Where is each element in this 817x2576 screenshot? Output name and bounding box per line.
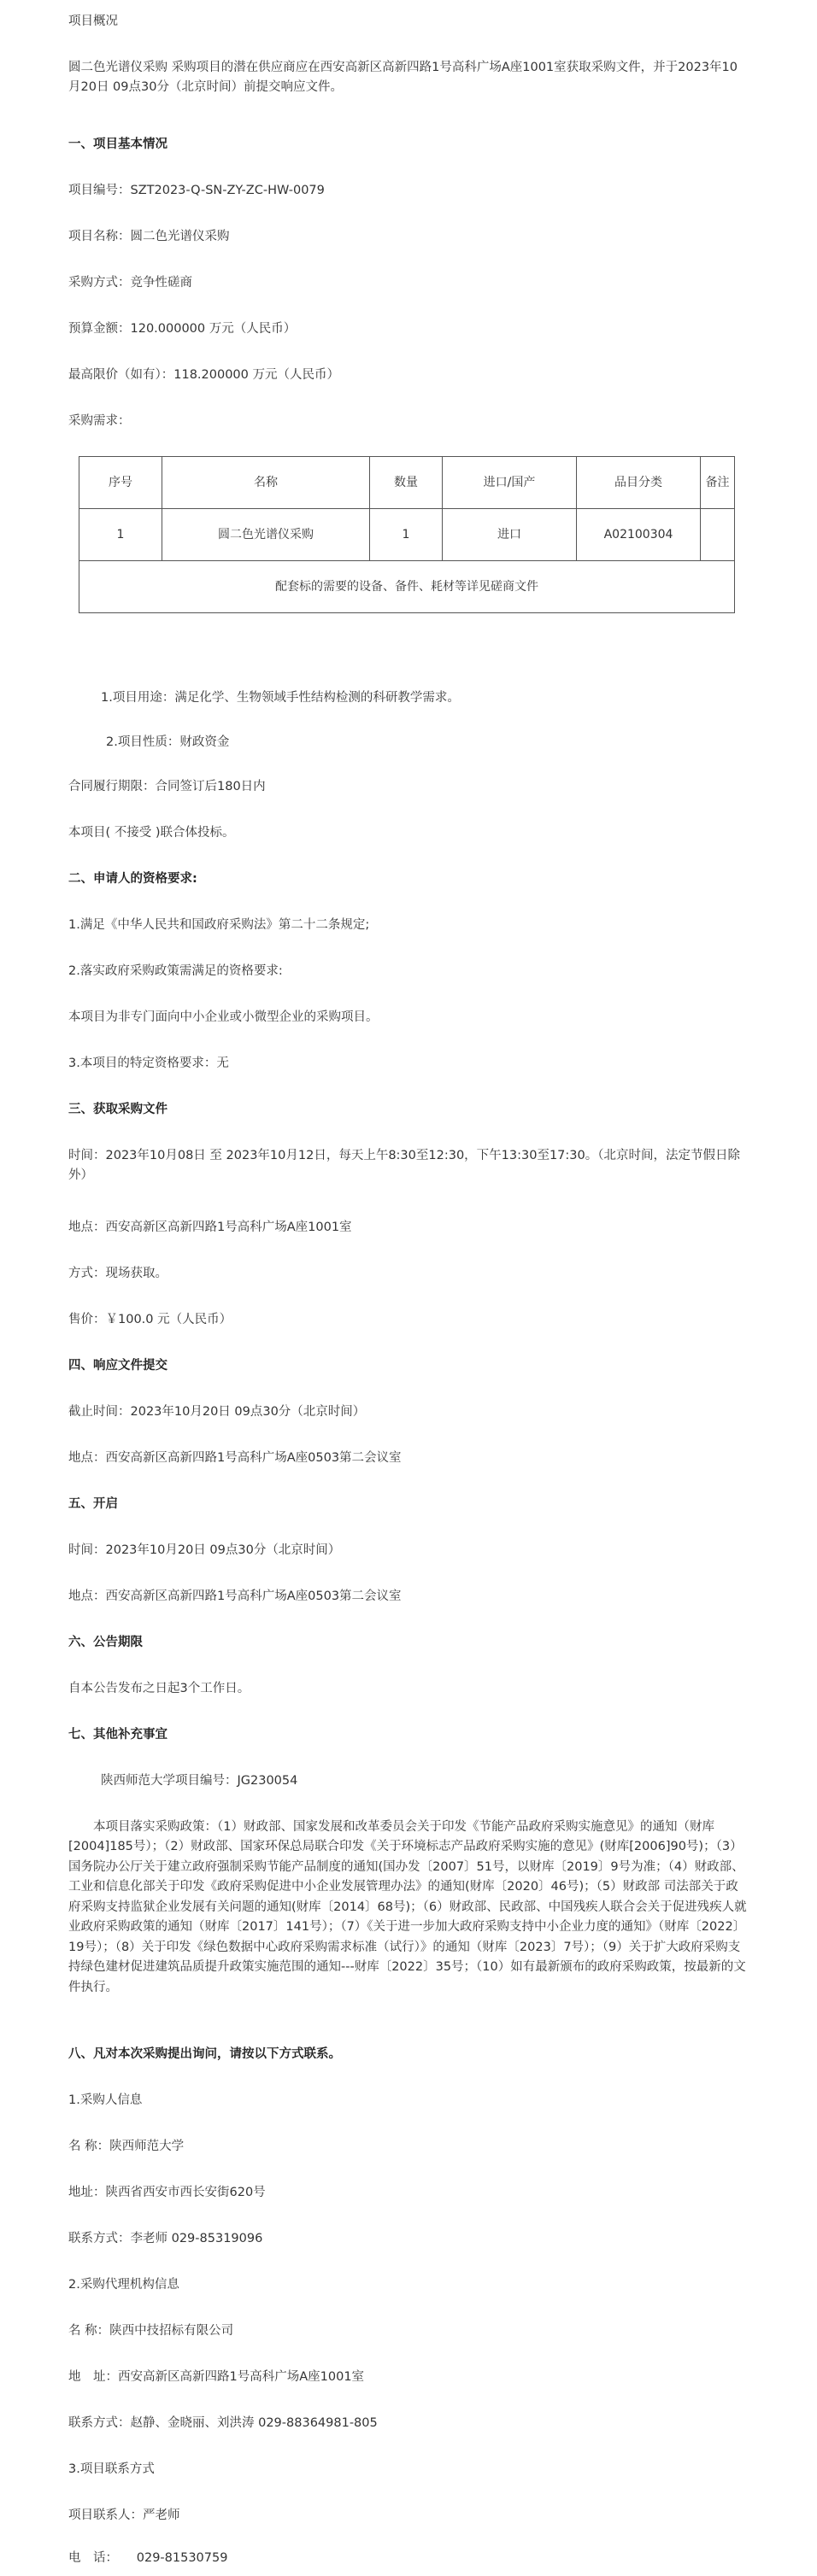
project-use: 1.项目用途：满足化学、生物领域手性结构检测的科研教学需求。 bbox=[101, 691, 460, 705]
agent-contact: 联系方式：赵静、金晓丽、刘洪涛 029-88364981-805 bbox=[68, 2416, 378, 2430]
notice-period: 自本公告发布之日起3个工作日。 bbox=[68, 1682, 250, 1695]
cell-category: A02100304 bbox=[577, 509, 701, 561]
max-price: 最高限价（如有）：118.200000 万元（人民币） bbox=[68, 368, 339, 382]
demand-label: 采购需求： bbox=[68, 414, 131, 428]
agent-info-label: 2.采购代理机构信息 bbox=[68, 2278, 179, 2292]
consortium-note: 本项目( 不接受 )联合体投标。 bbox=[68, 826, 235, 840]
agent-address: 地 址：西安高新区高新四路1号高科广场A座1001室 bbox=[68, 2370, 365, 2384]
buyer-contact: 联系方式：李老师 029-85319096 bbox=[68, 2232, 263, 2245]
budget-amount: 预算金额：120.000000 万元（人民币） bbox=[68, 322, 297, 336]
cell-origin: 进口 bbox=[443, 509, 577, 561]
col-header-quantity: 数量 bbox=[370, 457, 443, 509]
project-number: 项目编号：SZT2023-Q-SN-ZY-ZC-HW-0079 bbox=[68, 184, 325, 197]
table-footer-note: 配套标的需要的设备、备件、耗材等详见磋商文件 bbox=[79, 561, 735, 613]
requirements-table bbox=[79, 456, 735, 613]
col-header-origin: 进口/国产 bbox=[443, 457, 577, 509]
col-header-name: 名称 bbox=[162, 457, 370, 509]
cell-index: 1 bbox=[79, 509, 162, 561]
col-header-index: 序号 bbox=[79, 457, 162, 509]
section2-title: 二、申请人的资格要求: bbox=[68, 872, 197, 886]
overview-label: 项目概况 bbox=[68, 15, 118, 28]
table-header-row bbox=[79, 457, 735, 509]
section1-title: 一、项目基本情况 bbox=[68, 138, 168, 151]
project-contact-label: 3.项目联系方式 bbox=[68, 2462, 155, 2476]
col-header-category: 品目分类 bbox=[577, 457, 701, 509]
project-contact-phone: 电 话： 029-81530759 bbox=[68, 2551, 228, 2565]
table-row bbox=[79, 509, 735, 561]
agent-name: 名 称：陕西中技招标有限公司 bbox=[68, 2324, 234, 2338]
cell-quantity: 1 bbox=[370, 509, 443, 561]
submission-deadline: 截止时间：2023年10月20日 09点30分（北京时间） bbox=[68, 1405, 366, 1419]
buyer-name: 名 称：陕西师范大学 bbox=[68, 2140, 185, 2153]
col-header-remark: 备注 bbox=[701, 457, 735, 509]
qualification-1: 1.满足《中华人民共和国政府采购法》第二十二条规定; bbox=[68, 918, 370, 932]
section3-title: 三、获取采购文件 bbox=[68, 1103, 168, 1116]
opening-time: 时间：2023年10月20日 09点30分（北京时间） bbox=[68, 1543, 341, 1557]
cell-name: 圆二色光谱仪采购 bbox=[162, 509, 370, 561]
cell-remark bbox=[701, 509, 735, 561]
procurement-policy: 本项目落实采购政策：（1）财政部、国家发展和改革委员会关于印发《节能产品政府采购实施意见》的通知（财库[2004]185号）；（2）财政部、国家环保总局联合印发《关于环境标志产品政府采购实施的意见》(财库[2006]90号)；（3）国务院办公厅关于建立政府强制采购节能产品制度的通知(国办发〔2007〕51号，以财库〔2019〕9号为准；（4）财政部、工业和信息化部关于印发《政府采购促进中小企业发展管理办法》的通知(财库〔2020〕46号)；（5）财政部 司法部关于政府采购支持监狱企业发展有关问题的通知(财库〔2014〕68号)；（6）财政部、民政部、中国残疾人联合会关于促进残疾人就业政府采购政策的通知（财库〔2017〕141号）；（7）《关于进一步加大政府采购支持中小企业力度的通知》（财库〔2022〕19号）；（8）关于印发《绿色数据中心政府采购需求标准（试行）》的通知（财库〔2023〕7号）；（9）关于扩大政府采购支持绿色建材促进建筑品质提升政策实施范围的通知---财库〔2022〕35号；（10）如有最新颁布的政府采购政策，按最新的文件执行。 bbox=[68, 1820, 747, 1994]
qualification-2: 2.落实政府采购政策需满足的资格要求: bbox=[68, 964, 283, 978]
university-project-number: 陕西师范大学项目编号：JG230054 bbox=[101, 1774, 298, 1788]
purchase-method: 采购方式：竞争性磋商 bbox=[68, 276, 192, 290]
project-nature: 2.项目性质：财政资金 bbox=[106, 735, 230, 749]
qualification-3: 3.本项目的特定资格要求：无 bbox=[68, 1057, 229, 1070]
project-contact-person: 项目联系人：严老师 bbox=[68, 2509, 180, 2522]
section6-title: 六、公告期限 bbox=[68, 1636, 143, 1649]
section4-title: 四、响应文件提交 bbox=[68, 1359, 168, 1373]
obtain-mode: 方式：现场获取。 bbox=[68, 1267, 168, 1280]
opening-place: 地点：西安高新区高新四路1号高科广场A座0503第二会议室 bbox=[68, 1590, 402, 1603]
obtain-place: 地点：西安高新区高新四路1号高科广场A座1001室 bbox=[68, 1221, 352, 1234]
buyer-info-label: 1.采购人信息 bbox=[68, 2093, 143, 2107]
overview-text: 圆二色光谱仪采购 采购项目的潜在供应商应在西安高新区高新四路1号高科广场A座1001室获取采购文件，并于2023年10月20日 09点30分（北京时间）前提交响应文件。 bbox=[68, 61, 738, 95]
table-footer-row bbox=[79, 561, 735, 613]
document-price: 售价：￥100.0 元（人民币） bbox=[68, 1313, 232, 1326]
contract-period: 合同履行期限：合同签订后180日内 bbox=[68, 780, 266, 793]
buyer-address: 地址：陕西省西安市西长安街620号 bbox=[68, 2186, 266, 2199]
qualification-2-detail: 本项目为非专门面向中小企业或小微型企业的采购项目。 bbox=[68, 1010, 379, 1024]
project-name: 项目名称：圆二色光谱仪采购 bbox=[68, 230, 230, 243]
section5-title: 五、开启 bbox=[68, 1497, 118, 1511]
obtain-time: 时间：2023年10月08日 至 2023年10月12日，每天上午8:30至12:30，下午13:30至17:30。（北京时间，法定节假日除外） bbox=[68, 1149, 740, 1183]
section7-title: 七、其他补充事宜 bbox=[68, 1728, 168, 1742]
submission-place: 地点：西安高新区高新四路1号高科广场A座0503第二会议室 bbox=[68, 1451, 402, 1465]
section8-title: 八、凡对本次采购提出询问，请按以下方式联系。 bbox=[68, 2047, 341, 2061]
